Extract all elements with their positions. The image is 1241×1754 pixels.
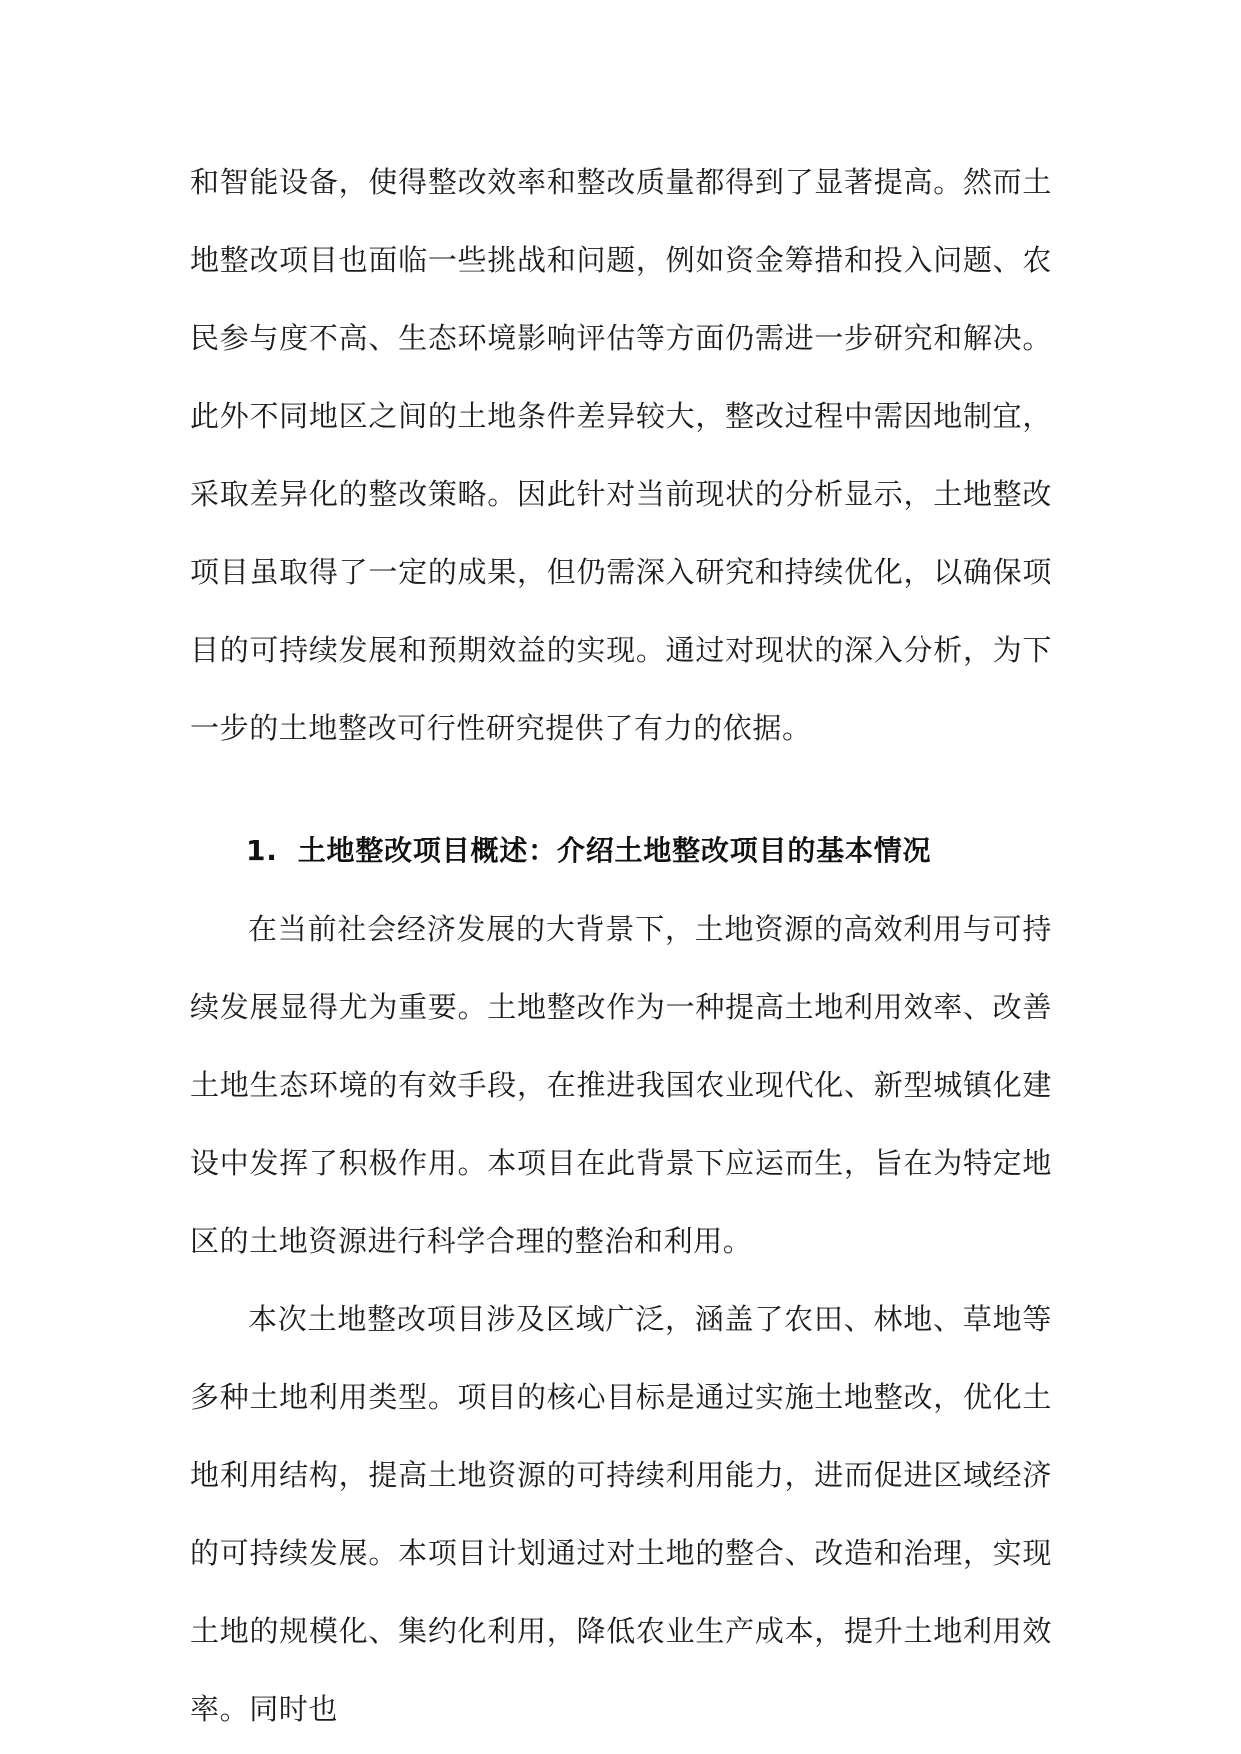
- body-paragraph-background: 在当前社会经济发展的大背景下，土地资源的高效利用与可持续发展显得尤为重要。土地整改作为一种提高土地利用效率、改善土地生态环境的有效手段，在推进我国农业现代化、新型城镇化建设中发挥了积极作用。本项目在此背景下应运而生，旨在为特定地区的土地资源进行科学合理的整治和利用。: [190, 912, 1052, 1258]
- body-paragraph-scope: 本次土地整改项目涉及区域广泛，涵盖了农田、林地、草地等多种土地利用类型。项目的核心目标是通过实施土地整改，优化土地利用结构，提高土地资源的可持续利用能力，进而促进区域经济的可持续发展。本项目计划通过对土地的整合、改造和治理，实现土地的规模化、集约化利用，降低农业生产成本，提升土地利用效率。同时也: [190, 1302, 1052, 1726]
- section-number: 1.: [246, 834, 278, 867]
- body-paragraph-continued: 和智能设备，使得整改效率和整改质量都得到了显著提高。然而土地整改项目也面临一些挑战和问题，例如资金筹措和投入问题、农民参与度不高、生态环境影响评估等方面仍需进一步研究和解决。此外不同地区之间的土地条件差异较大，整改过程中需因地制宜，采取差异化的整改策略。因此针对当前现状的分析显示，土地整改项目虽取得了一定的成果，但仍需深入研究和持续优化，以确保项目的可持续发展和预期效益的实现。通过对现状的深入分析，为下一步的土地整改可行性研究提供了有力的依据。: [190, 165, 1052, 745]
- section-title: 土地整改项目概述：介绍土地整改项目的基本情况: [297, 834, 932, 867]
- document-body: [190, 143, 1052, 1748]
- section-heading: [190, 812, 1052, 890]
